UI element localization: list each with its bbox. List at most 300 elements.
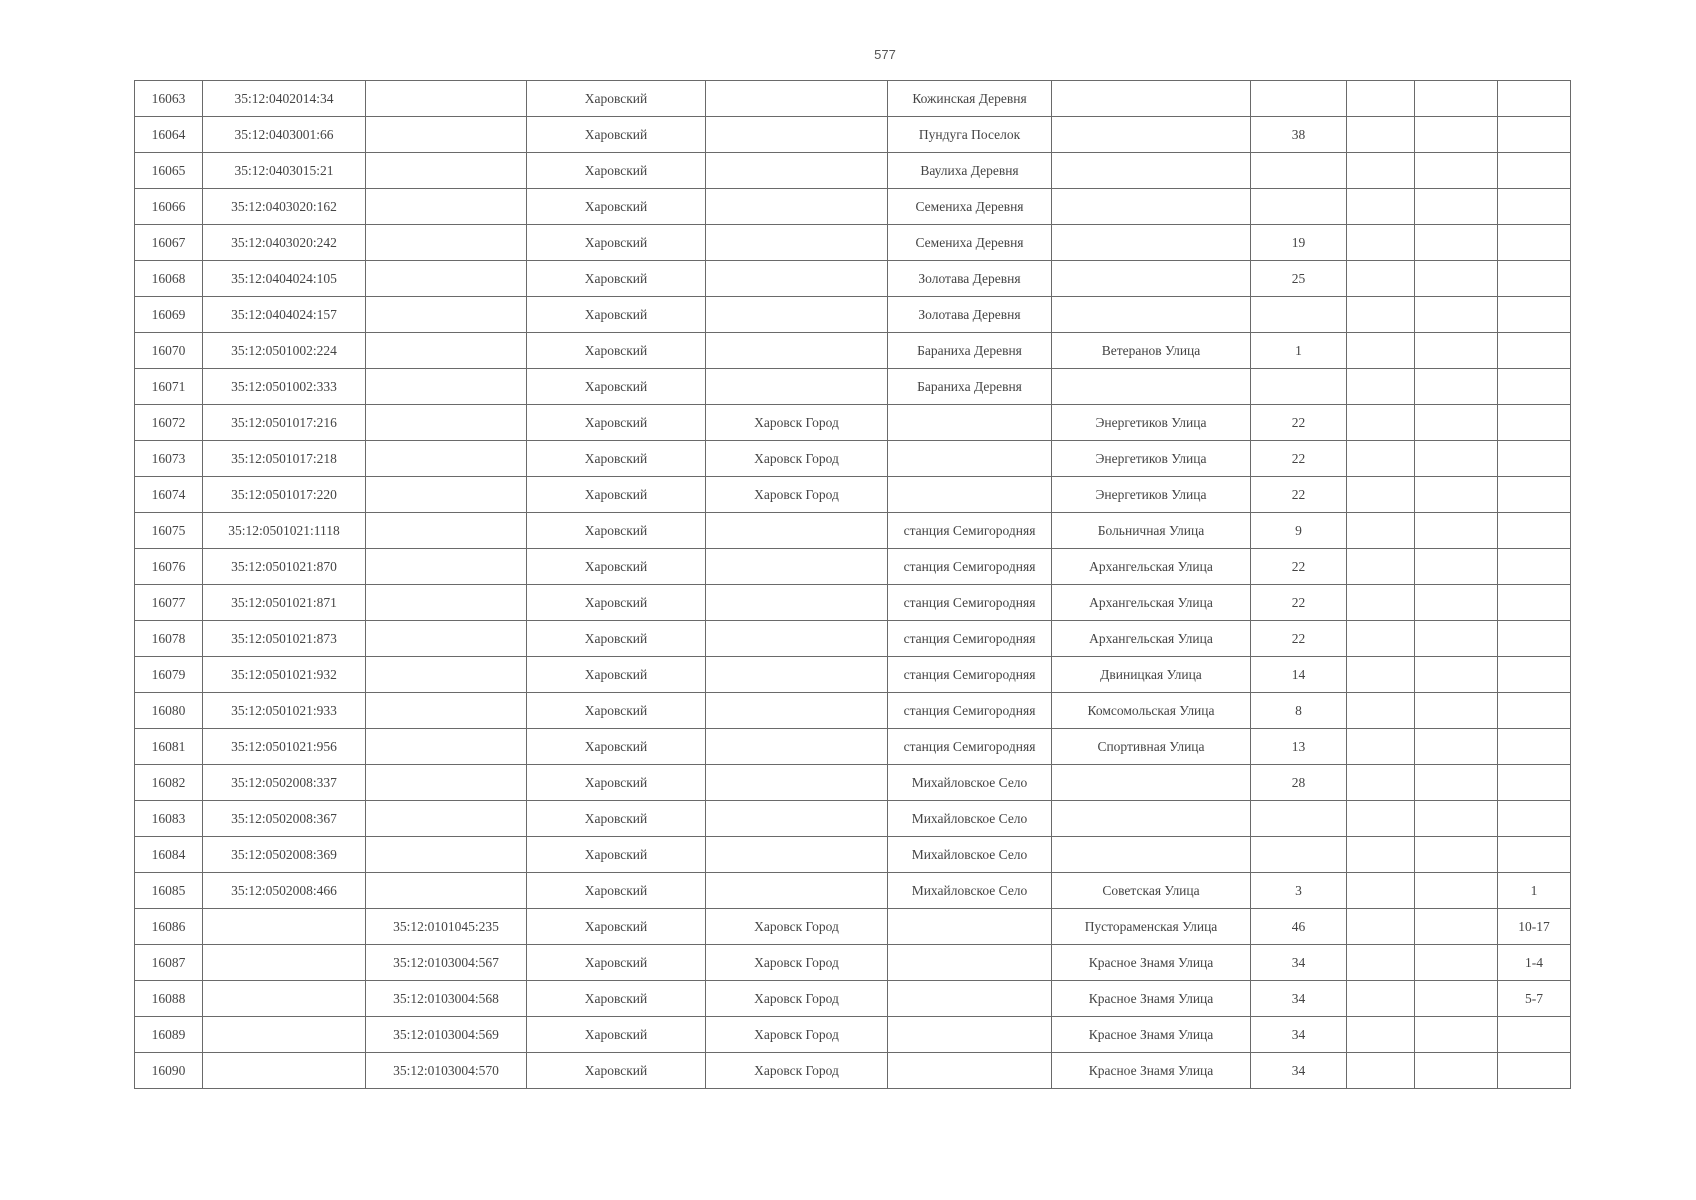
row-number-cell: 16089 (135, 1017, 203, 1053)
settlement-cell: Пундуга Поселок (888, 117, 1052, 153)
settlement-cell: Семениха Деревня (888, 189, 1052, 225)
building-cell (1347, 189, 1415, 225)
cadastral-number-cell (203, 1053, 366, 1089)
building-cell (1347, 225, 1415, 261)
district-cell: Харовский (527, 945, 706, 981)
city-cell (706, 513, 888, 549)
settlement-cell (888, 1017, 1052, 1053)
building-cadastral-number-cell (366, 765, 527, 801)
city-cell (706, 189, 888, 225)
structure-cell (1415, 621, 1498, 657)
cadastral-number-cell: 35:12:0501021:933 (203, 693, 366, 729)
building-cadastral-number-cell (366, 261, 527, 297)
city-cell (706, 261, 888, 297)
building-cell (1347, 909, 1415, 945)
district-cell: Харовский (527, 297, 706, 333)
building-cadastral-number-cell (366, 225, 527, 261)
city-cell (706, 801, 888, 837)
table-row (135, 117, 1571, 153)
settlement-cell (888, 981, 1052, 1017)
street-cell: Комсомольская Улица (1052, 693, 1251, 729)
settlement-cell: Бараниха Деревня (888, 333, 1052, 369)
apartment-cell (1498, 441, 1571, 477)
structure-cell (1415, 1053, 1498, 1089)
apartment-cell (1498, 81, 1571, 117)
apartment-cell: 1 (1498, 873, 1571, 909)
building-cadastral-number-cell (366, 153, 527, 189)
table-row (135, 837, 1571, 873)
street-cell: Энергетиков Улица (1052, 441, 1251, 477)
house-number-cell: 3 (1251, 873, 1347, 909)
city-cell (706, 657, 888, 693)
district-cell: Харовский (527, 873, 706, 909)
city-cell (706, 765, 888, 801)
building-cadastral-number-cell (366, 189, 527, 225)
street-cell: Ветеранов Улица (1052, 333, 1251, 369)
cadastral-number-cell: 35:12:0501021:932 (203, 657, 366, 693)
street-cell: Красное Знамя Улица (1052, 945, 1251, 981)
page-number: 577 (874, 47, 896, 62)
house-number-cell: 22 (1251, 549, 1347, 585)
table-row (135, 369, 1571, 405)
structure-cell (1415, 405, 1498, 441)
house-number-cell: 34 (1251, 945, 1347, 981)
district-cell: Харовский (527, 693, 706, 729)
structure-cell (1415, 873, 1498, 909)
registry-table-body (135, 81, 1571, 1089)
apartment-cell (1498, 153, 1571, 189)
row-number-cell: 16085 (135, 873, 203, 909)
cadastral-number-cell: 35:12:0403001:66 (203, 117, 366, 153)
structure-cell (1415, 117, 1498, 153)
building-cell (1347, 261, 1415, 297)
row-number-cell: 16083 (135, 801, 203, 837)
structure-cell (1415, 369, 1498, 405)
building-cadastral-number-cell (366, 81, 527, 117)
cadastral-number-cell: 35:12:0501021:870 (203, 549, 366, 585)
street-cell: Архангельская Улица (1052, 549, 1251, 585)
cadastral-number-cell: 35:12:0404024:157 (203, 297, 366, 333)
house-number-cell: 9 (1251, 513, 1347, 549)
city-cell (706, 837, 888, 873)
city-cell: Харовск Город (706, 981, 888, 1017)
city-cell (706, 81, 888, 117)
table-row (135, 729, 1571, 765)
building-cadastral-number-cell (366, 693, 527, 729)
cadastral-number-cell: 35:12:0502008:367 (203, 801, 366, 837)
row-number-cell: 16082 (135, 765, 203, 801)
row-number-cell: 16066 (135, 189, 203, 225)
street-cell: Советская Улица (1052, 873, 1251, 909)
building-cell (1347, 297, 1415, 333)
building-cadastral-number-cell (366, 621, 527, 657)
district-cell: Харовский (527, 981, 706, 1017)
row-number-cell: 16084 (135, 837, 203, 873)
cadastral-number-cell: 35:12:0501017:218 (203, 441, 366, 477)
house-number-cell: 8 (1251, 693, 1347, 729)
cadastral-number-cell: 35:12:0403020:242 (203, 225, 366, 261)
table-row (135, 909, 1571, 945)
row-number-cell: 16088 (135, 981, 203, 1017)
cadastral-number-cell: 35:12:0501017:216 (203, 405, 366, 441)
structure-cell (1415, 765, 1498, 801)
house-number-cell (1251, 297, 1347, 333)
building-cell (1347, 585, 1415, 621)
settlement-cell: Кожинская Деревня (888, 81, 1052, 117)
city-cell (706, 153, 888, 189)
street-cell (1052, 801, 1251, 837)
structure-cell (1415, 477, 1498, 513)
structure-cell (1415, 513, 1498, 549)
district-cell: Харовский (527, 117, 706, 153)
apartment-cell (1498, 621, 1571, 657)
cadastral-number-cell: 35:12:0501017:220 (203, 477, 366, 513)
building-cell (1347, 945, 1415, 981)
city-cell: Харовск Город (706, 945, 888, 981)
building-cadastral-number-cell (366, 405, 527, 441)
house-number-cell: 22 (1251, 477, 1347, 513)
city-cell (706, 729, 888, 765)
cadastral-number-cell: 35:12:0403015:21 (203, 153, 366, 189)
district-cell: Харовский (527, 513, 706, 549)
table-row (135, 261, 1571, 297)
apartment-cell (1498, 261, 1571, 297)
row-number-cell: 16078 (135, 621, 203, 657)
house-number-cell: 14 (1251, 657, 1347, 693)
apartment-cell (1498, 765, 1571, 801)
table-row (135, 405, 1571, 441)
building-cell (1347, 981, 1415, 1017)
apartment-cell (1498, 297, 1571, 333)
building-cadastral-number-cell (366, 837, 527, 873)
house-number-cell: 22 (1251, 405, 1347, 441)
structure-cell (1415, 297, 1498, 333)
cadastral-number-cell: 35:12:0501021:1118 (203, 513, 366, 549)
house-number-cell (1251, 189, 1347, 225)
cadastral-number-cell: 35:12:0501021:873 (203, 621, 366, 657)
structure-cell (1415, 837, 1498, 873)
row-number-cell: 16087 (135, 945, 203, 981)
building-cadastral-number-cell (366, 369, 527, 405)
building-cadastral-number-cell: 35:12:0103004:570 (366, 1053, 527, 1089)
city-cell (706, 117, 888, 153)
house-number-cell: 34 (1251, 981, 1347, 1017)
settlement-cell (888, 909, 1052, 945)
building-cadastral-number-cell (366, 585, 527, 621)
cadastral-number-cell: 35:12:0404024:105 (203, 261, 366, 297)
house-number-cell (1251, 801, 1347, 837)
table-row (135, 549, 1571, 585)
district-cell: Харовский (527, 1053, 706, 1089)
building-cell (1347, 81, 1415, 117)
settlement-cell (888, 1053, 1052, 1089)
cadastral-number-cell: 35:12:0501002:224 (203, 333, 366, 369)
settlement-cell (888, 405, 1052, 441)
table-row (135, 333, 1571, 369)
district-cell: Харовский (527, 765, 706, 801)
apartment-cell: 10-17 (1498, 909, 1571, 945)
table-row (135, 585, 1571, 621)
house-number-cell (1251, 837, 1347, 873)
building-cell (1347, 333, 1415, 369)
structure-cell (1415, 549, 1498, 585)
table-row (135, 81, 1571, 117)
street-cell: Архангельская Улица (1052, 621, 1251, 657)
structure-cell (1415, 909, 1498, 945)
house-number-cell (1251, 81, 1347, 117)
table-row (135, 225, 1571, 261)
building-cell (1347, 729, 1415, 765)
apartment-cell (1498, 693, 1571, 729)
district-cell: Харовский (527, 549, 706, 585)
street-cell (1052, 297, 1251, 333)
row-number-cell: 16075 (135, 513, 203, 549)
building-cadastral-number-cell: 35:12:0103004:567 (366, 945, 527, 981)
house-number-cell: 34 (1251, 1017, 1347, 1053)
row-number-cell: 16090 (135, 1053, 203, 1089)
settlement-cell: станция Семигородняя (888, 549, 1052, 585)
street-cell (1052, 837, 1251, 873)
apartment-cell (1498, 585, 1571, 621)
structure-cell (1415, 261, 1498, 297)
building-cell (1347, 441, 1415, 477)
city-cell: Харовск Город (706, 1017, 888, 1053)
table-row (135, 153, 1571, 189)
building-cell (1347, 693, 1415, 729)
building-cadastral-number-cell (366, 549, 527, 585)
building-cell (1347, 765, 1415, 801)
house-number-cell: 34 (1251, 1053, 1347, 1089)
building-cadastral-number-cell (366, 297, 527, 333)
house-number-cell: 25 (1251, 261, 1347, 297)
table-row (135, 621, 1571, 657)
building-cadastral-number-cell (366, 729, 527, 765)
apartment-cell: 5-7 (1498, 981, 1571, 1017)
building-cell (1347, 621, 1415, 657)
city-cell (706, 549, 888, 585)
building-cadastral-number-cell (366, 441, 527, 477)
apartment-cell (1498, 189, 1571, 225)
table-row (135, 189, 1571, 225)
building-cadastral-number-cell (366, 873, 527, 909)
street-cell: Пустораменская Улица (1052, 909, 1251, 945)
row-number-cell: 16074 (135, 477, 203, 513)
row-number-cell: 16071 (135, 369, 203, 405)
house-number-cell: 22 (1251, 585, 1347, 621)
building-cell (1347, 837, 1415, 873)
street-cell (1052, 117, 1251, 153)
city-cell (706, 873, 888, 909)
street-cell: Энергетиков Улица (1052, 405, 1251, 441)
registry-table (134, 80, 1571, 1089)
building-cadastral-number-cell (366, 477, 527, 513)
table-row (135, 765, 1571, 801)
settlement-cell: Золотава Деревня (888, 261, 1052, 297)
row-number-cell: 16067 (135, 225, 203, 261)
district-cell: Харовский (527, 261, 706, 297)
structure-cell (1415, 225, 1498, 261)
table-row (135, 945, 1571, 981)
building-cell (1347, 657, 1415, 693)
apartment-cell (1498, 369, 1571, 405)
city-cell (706, 693, 888, 729)
street-cell (1052, 81, 1251, 117)
table-row (135, 1017, 1571, 1053)
cadastral-number-cell: 35:12:0501002:333 (203, 369, 366, 405)
district-cell: Харовский (527, 441, 706, 477)
cadastral-number-cell: 35:12:0403020:162 (203, 189, 366, 225)
district-cell: Харовский (527, 369, 706, 405)
city-cell (706, 225, 888, 261)
house-number-cell (1251, 153, 1347, 189)
row-number-cell: 16081 (135, 729, 203, 765)
apartment-cell (1498, 513, 1571, 549)
street-cell (1052, 765, 1251, 801)
city-cell: Харовск Город (706, 441, 888, 477)
cadastral-number-cell: 35:12:0502008:337 (203, 765, 366, 801)
street-cell: Спортивная Улица (1052, 729, 1251, 765)
building-cadastral-number-cell (366, 333, 527, 369)
settlement-cell: Семениха Деревня (888, 225, 1052, 261)
building-cadastral-number-cell (366, 801, 527, 837)
apartment-cell (1498, 1017, 1571, 1053)
settlement-cell: станция Семигородняя (888, 621, 1052, 657)
row-number-cell: 16070 (135, 333, 203, 369)
settlement-cell: станция Семигородняя (888, 729, 1052, 765)
street-cell (1052, 153, 1251, 189)
building-cell (1347, 153, 1415, 189)
cadastral-number-cell: 35:12:0402014:34 (203, 81, 366, 117)
structure-cell (1415, 585, 1498, 621)
city-cell (706, 333, 888, 369)
structure-cell (1415, 729, 1498, 765)
building-cell (1347, 549, 1415, 585)
table-row (135, 477, 1571, 513)
building-cadastral-number-cell (366, 657, 527, 693)
district-cell: Харовский (527, 657, 706, 693)
cadastral-number-cell: 35:12:0502008:466 (203, 873, 366, 909)
apartment-cell (1498, 405, 1571, 441)
district-cell: Харовский (527, 909, 706, 945)
cadastral-number-cell (203, 909, 366, 945)
district-cell: Харовский (527, 477, 706, 513)
building-cell (1347, 405, 1415, 441)
district-cell: Харовский (527, 81, 706, 117)
settlement-cell: станция Семигородняя (888, 657, 1052, 693)
table-row (135, 873, 1571, 909)
apartment-cell (1498, 837, 1571, 873)
house-number-cell: 38 (1251, 117, 1347, 153)
building-cell (1347, 369, 1415, 405)
structure-cell (1415, 693, 1498, 729)
street-cell (1052, 261, 1251, 297)
building-cadastral-number-cell: 35:12:0103004:568 (366, 981, 527, 1017)
row-number-cell: 16064 (135, 117, 203, 153)
building-cell (1347, 513, 1415, 549)
house-number-cell: 46 (1251, 909, 1347, 945)
settlement-cell (888, 945, 1052, 981)
cadastral-number-cell (203, 981, 366, 1017)
settlement-cell: станция Семигородняя (888, 585, 1052, 621)
building-cell (1347, 873, 1415, 909)
cadastral-number-cell (203, 1017, 366, 1053)
cadastral-number-cell (203, 945, 366, 981)
apartment-cell (1498, 549, 1571, 585)
district-cell: Харовский (527, 801, 706, 837)
apartment-cell (1498, 801, 1571, 837)
building-cell (1347, 1053, 1415, 1089)
settlement-cell: Михайловское Село (888, 765, 1052, 801)
table-row (135, 1053, 1571, 1089)
street-cell: Красное Знамя Улица (1052, 981, 1251, 1017)
house-number-cell: 22 (1251, 441, 1347, 477)
apartment-cell (1498, 1053, 1571, 1089)
street-cell: Красное Знамя Улица (1052, 1017, 1251, 1053)
apartment-cell (1498, 225, 1571, 261)
structure-cell (1415, 441, 1498, 477)
district-cell: Харовский (527, 729, 706, 765)
district-cell: Харовский (527, 153, 706, 189)
cadastral-number-cell: 35:12:0501021:871 (203, 585, 366, 621)
settlement-cell (888, 441, 1052, 477)
apartment-cell (1498, 657, 1571, 693)
building-cadastral-number-cell: 35:12:0103004:569 (366, 1017, 527, 1053)
street-cell: Красное Знамя Улица (1052, 1053, 1251, 1089)
row-number-cell: 16086 (135, 909, 203, 945)
city-cell (706, 585, 888, 621)
house-number-cell: 1 (1251, 333, 1347, 369)
table-row (135, 981, 1571, 1017)
street-cell (1052, 369, 1251, 405)
structure-cell (1415, 333, 1498, 369)
row-number-cell: 16068 (135, 261, 203, 297)
row-number-cell: 16065 (135, 153, 203, 189)
street-cell: Двиницкая Улица (1052, 657, 1251, 693)
settlement-cell: Золотава Деревня (888, 297, 1052, 333)
house-number-cell (1251, 369, 1347, 405)
row-number-cell: 16063 (135, 81, 203, 117)
city-cell: Харовск Город (706, 909, 888, 945)
street-cell: Больничная Улица (1052, 513, 1251, 549)
row-number-cell: 16077 (135, 585, 203, 621)
row-number-cell: 16076 (135, 549, 203, 585)
table-row (135, 513, 1571, 549)
city-cell (706, 369, 888, 405)
structure-cell (1415, 801, 1498, 837)
row-number-cell: 16073 (135, 441, 203, 477)
structure-cell (1415, 81, 1498, 117)
row-number-cell: 16072 (135, 405, 203, 441)
street-cell: Архангельская Улица (1052, 585, 1251, 621)
structure-cell (1415, 657, 1498, 693)
city-cell: Харовск Город (706, 1053, 888, 1089)
city-cell (706, 297, 888, 333)
settlement-cell: Михайловское Село (888, 873, 1052, 909)
district-cell: Харовский (527, 333, 706, 369)
table-row (135, 657, 1571, 693)
settlement-cell: Бараниха Деревня (888, 369, 1052, 405)
street-cell: Энергетиков Улица (1052, 477, 1251, 513)
structure-cell (1415, 189, 1498, 225)
apartment-cell (1498, 729, 1571, 765)
apartment-cell (1498, 117, 1571, 153)
district-cell: Харовский (527, 621, 706, 657)
row-number-cell: 16079 (135, 657, 203, 693)
settlement-cell: станция Семигородняя (888, 513, 1052, 549)
building-cadastral-number-cell (366, 117, 527, 153)
building-cell (1347, 477, 1415, 513)
street-cell (1052, 189, 1251, 225)
